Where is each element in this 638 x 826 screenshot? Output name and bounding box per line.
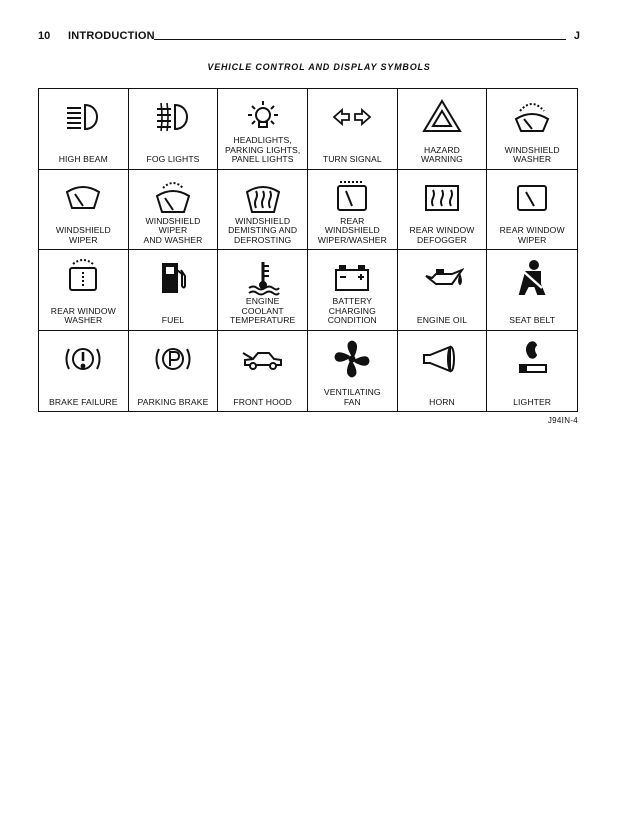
- symbol-cell-headlights: [218, 89, 308, 170]
- symbol-label: FUEL: [161, 315, 185, 326]
- wiper-washer-icon: [129, 178, 218, 218]
- header-rule: [154, 39, 566, 40]
- symbol-label: REAR WINDOW WIPER: [499, 225, 565, 245]
- symbol-label: FRONT HOOD: [233, 396, 292, 407]
- symbol-cell-battery: [308, 250, 398, 331]
- symbol-cell-rear-wiper-washer: [308, 170, 398, 251]
- headlights-icon: [218, 97, 307, 137]
- rear-wiper-washer-icon: [308, 178, 397, 218]
- turn-signal-icon: [308, 97, 397, 137]
- page-header: [38, 30, 580, 46]
- fog-lights-icon: [129, 97, 218, 137]
- symbol-cell-windshield-wiper: [39, 170, 129, 251]
- rear-wiper-icon: [487, 178, 577, 218]
- symbol-label: HORN: [429, 396, 455, 407]
- symbol-cell-wiper-washer: [129, 170, 219, 251]
- symbol-cell-coolant-temp: [218, 250, 308, 331]
- symbol-label: REAR WINDOW WASHER: [50, 305, 116, 326]
- rear-defogger-icon: [398, 178, 487, 218]
- windshield-wiper-icon: [39, 178, 128, 218]
- rear-washer-icon: [39, 258, 128, 298]
- symbol-cell-horn: [398, 331, 488, 412]
- parking-brake-icon: [129, 339, 218, 379]
- symbol-label: WINDSHIELD WASHER: [504, 144, 560, 165]
- section-letter: J: [573, 30, 580, 42]
- symbol-label: REAR WINDOW DEFOGGER: [409, 225, 475, 245]
- symbol-cell-high-beam: [39, 89, 129, 170]
- symbol-label: VENTILATING FAN: [323, 387, 381, 407]
- fuel-icon: [129, 258, 218, 298]
- symbol-label: HAZARD WARNING: [421, 144, 463, 165]
- symbol-cell-lighter: [487, 331, 577, 412]
- symbol-cell-windshield-washer: [487, 89, 577, 170]
- section-title: INTRODUCTION: [68, 30, 155, 42]
- front-hood-icon: [218, 339, 307, 379]
- symbol-label: ENGINE OIL: [416, 315, 468, 326]
- symbol-cell-seat-belt: [487, 250, 577, 331]
- symbol-label: HEADLIGHTS, PARKING LIGHTS, PANEL LIGHTS: [224, 135, 301, 165]
- seat-belt-icon: [487, 258, 577, 298]
- symbol-label: REAR WINDSHIELD WIPER/WASHER: [317, 215, 387, 245]
- symbol-cell-turn-signal: [308, 89, 398, 170]
- coolant-temp-icon: [218, 258, 307, 298]
- symbol-cell-front-hood: [218, 331, 308, 412]
- symbol-label: WINDSHIELD WIPER: [55, 225, 111, 245]
- symbol-cell-brake-failure: [39, 331, 129, 412]
- symbol-cell-parking-brake: [129, 331, 219, 412]
- battery-icon: [308, 258, 397, 298]
- symbol-cell-oil-can: [398, 250, 488, 331]
- figure-id: J94IN-4: [547, 416, 578, 425]
- symbol-label: LIGHTER: [513, 396, 552, 407]
- symbol-cell-hazard-warning: [398, 89, 488, 170]
- brake-failure-icon: [39, 339, 128, 379]
- symbol-cell-fuel: [129, 250, 219, 331]
- defrost-icon: [218, 178, 307, 218]
- symbol-label: PARKING BRAKE: [137, 396, 209, 407]
- horn-icon: [398, 339, 487, 379]
- symbol-label: SEAT BELT: [509, 315, 556, 326]
- symbol-label: WINDSHIELD WIPER AND WASHER: [143, 215, 203, 245]
- oil-can-icon: [398, 258, 487, 298]
- symbol-cell-rear-defogger: [398, 170, 488, 251]
- symbol-grid: [38, 88, 578, 412]
- high-beam-icon: [39, 97, 128, 137]
- symbol-label: BATTERY CHARGING CONDITION: [327, 296, 377, 326]
- symbol-label: WINDSHIELD DEMISTING AND DEFROSTING: [228, 215, 298, 245]
- symbol-cell-rear-washer: [39, 250, 129, 331]
- symbol-cell-rear-wiper: [487, 170, 577, 251]
- symbol-label: ENGINE COOLANT TEMPERATURE: [229, 296, 296, 326]
- symbol-cell-fan: [308, 331, 398, 412]
- symbol-label: BRAKE FAILURE: [49, 396, 118, 407]
- figure-title: VEHICLE CONTROL AND DISPLAY SYMBOLS: [207, 62, 431, 72]
- lighter-icon: [487, 339, 577, 379]
- symbol-label: HIGH BEAM: [58, 154, 108, 165]
- symbol-cell-fog-lights: [129, 89, 219, 170]
- page-number: 10: [38, 30, 51, 42]
- fan-icon: [308, 339, 397, 379]
- hazard-warning-icon: [398, 97, 487, 137]
- symbol-label: FOG LIGHTS: [146, 154, 200, 165]
- symbol-label: TURN SIGNAL: [322, 154, 382, 165]
- symbol-cell-defrost: [218, 170, 308, 251]
- windshield-washer-icon: [487, 97, 577, 137]
